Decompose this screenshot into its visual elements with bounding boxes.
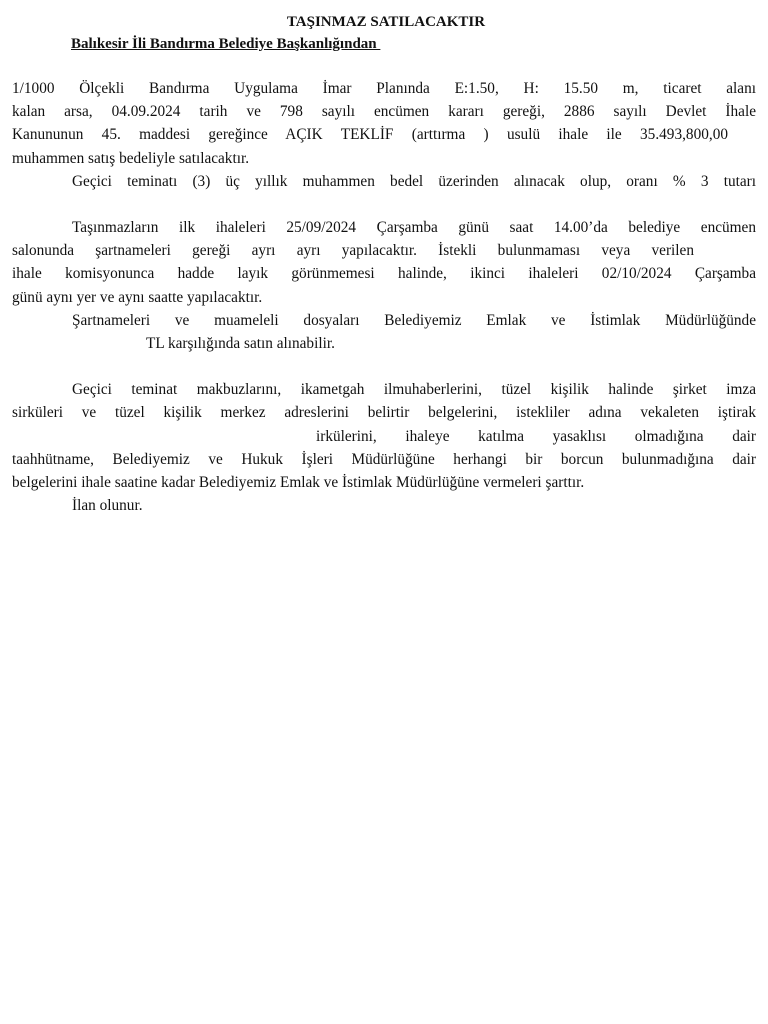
text-line: 1/1000 Ölçekli Bandırma Uygulama İmar Planında E:1.50, H: 15.50 m, ticaret alanı xyxy=(12,80,756,97)
paragraph-sale-terms xyxy=(12,77,756,193)
text-line: irkülerini, ihaleye katılma yasaklısı olmadığına dair xyxy=(316,427,756,445)
text-line: salonunda şartnameleri gereği ayrı ayrı yapılacaktır. İstekli bulunmaması veya verilen xyxy=(12,242,694,260)
text-line: TL karşılığında satın alınabilir. xyxy=(146,335,335,353)
text-line: Kanununun 45. maddesi gereğince AÇIK TEKLİF (arttırma ) usulü ihale ile 35.493,800,00 xyxy=(12,126,728,144)
closing-line: İlan olunur. xyxy=(72,497,143,515)
text-line: Taşınmazların ilk ihaleleri 25/09/2024 Çarşamba günü saat 14.00’da belediye encümen xyxy=(72,219,756,237)
page-title: TAŞINMAZ SATILACAKTIR xyxy=(286,14,486,30)
text-line: Geçici teminat makbuzlarını, ikametgah ilmuhaberlerini, tüzel kişilik halinde şirket imza xyxy=(72,381,756,399)
text-line: Şartnameleri ve muameleli dosyaları Belediyemiz Emlak ve İstimlak Müdürlüğünde xyxy=(72,311,756,329)
announcement-document xyxy=(12,12,756,517)
text-line: günü aynı yer ve aynı saatte yapılacaktır. xyxy=(12,288,263,306)
issuer-heading: Balıkesir İli Bandırma Belediye Başkanlığından xyxy=(71,36,381,52)
paragraph-required-documents xyxy=(12,378,756,517)
text-line: taahhütname, Belediyemiz ve Hukuk İşleri Müdürlüğüne herhangi bir borcun bulunmadığına dair xyxy=(12,450,756,468)
text-line: ihale komisyonunca hadde layık görünmemesi halinde, ikinci ihaleleri 02/10/2024 Çarşamba xyxy=(12,265,756,283)
text-line: kalan arsa, 04.09.2024 tarih ve 798 sayılı encümen kararı gereği, 2886 sayılı Devlet İhale xyxy=(12,103,756,121)
paragraph-auction-dates xyxy=(12,216,756,355)
text-line: sirküleri ve tüzel kişilik merkez adreslerini belirtir belgelerini, istekliler adına vekaleten iştirak xyxy=(12,404,756,422)
text-line: belgelerini ihale saatine kadar Belediyemiz Emlak ve İstimlak Müdürlüğüne vermeleri şarttır. xyxy=(12,474,585,492)
text-line: muhammen satış bedeliyle satılacaktır. xyxy=(12,149,250,167)
text-line: Geçici teminatı (3) üç yıllık muhammen bedel üzerinden alınacak olup, oranı % 3 tutarı xyxy=(72,172,756,190)
